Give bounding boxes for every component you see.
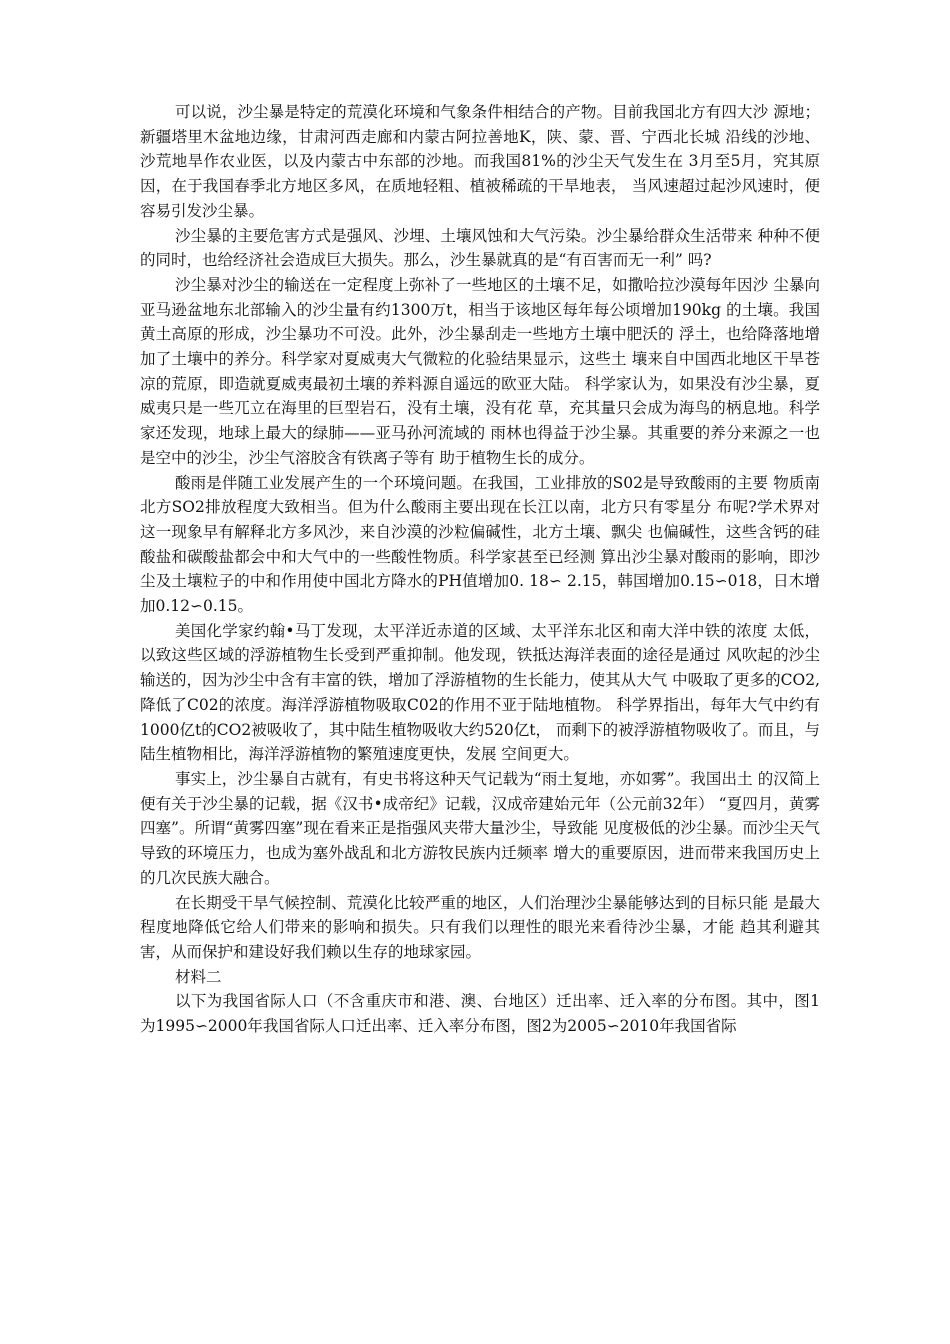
paragraph-dust-storm-origin: 可以说，沙尘暴是特定的荒漠化环境和气象条件相结合的产物。目前我国北方有四大沙 源地；新疆塔里木盆地边缘，甘肃河西走廊和内蒙古阿拉善地K，陕、蒙、晋、宁西北长城 沿线的沙地、沙荒地旱作农业医，以及内蒙古中东部的沙地。而我国81%的沙尘天气发生在 3月至5月，究其原因，在于我国春季北方地区多风，在质地轻粗、植被稀疏的干旱地表， 当风速超过起沙风速时，便容易引发沙尘暴。 [140, 103, 820, 220]
document-page [140, 100, 820, 1039]
paragraph-ocean-iron: 美国化学家约翰•马丁发现，太平洋近赤道的区域、太平洋东北区和南大洋中铁的浓度 太低，以致这些区域的浮游植物生长受到严重抑制。他发现，铁抵达海洋表面的途径是通过 风吹起的沙尘输送的，因为沙尘中含有丰富的铁，增加了浮游植物的生长能力，使其从大气 中吸取了更多的CO2,降低了C02的浓度。海洋浮游植物吸取C02的作用不亚于陆地植物。 科学界指出，每年大气中约有1000亿t的CO2被吸收了，其中陆生植物吸收大约520亿t， 而剩下的被浮游植物吸收了。而且，与陆生植物相比，海洋浮游植物的繁殖速度更快，发展 空间更大。 [140, 621, 820, 764]
paragraph-acid-rain: 酸雨是伴随工业发展产生的一个环境问题。在我国，工业排放的S02是导致酸雨的主要 物质南北方SO2排放程度大致相当。但为什么酸雨主要出现在长江以南，北方只有零星分 布呢?学术界对这一现象早有解释北方多风沙，来自沙漠的沙粒偏碱性，北方土壤、飘尖 也偏碱性，这些含钙的硅酸盐和碳酸盐都会中和大气中的一些酸性物质。科学家甚至已经测 算出沙尘暴对酸雨的影响，即沙尘及土壤粒子的中和作用使中国北方降水的PH值增加0. 18∽ 2.15，韩国增加0.15∽018，日木增加0.12∽0.15。 [140, 473, 820, 616]
paragraph-conclusion: 在长期受干旱气候控制、荒漠化比较严重的地区，人们治理沙尘暴能够达到的目标只能 是最大程度地降低它给人们带来的影响和损失。只有我们以理性的眼光来看待沙尘暴，才能 趋其利避其害，从而保护和建设好我们赖以生存的地球家园。 [140, 893, 820, 961]
paragraph-dust-storm-harm: 沙尘暴的主要危害方式是强风、沙埋、土壤风蚀和大气污染。沙尘暴给群众生活带来 种种不便的同时，也给经济社会造成巨大损失。那么，沙生暴就真的是“有百害而无一利” 吗? [140, 226, 820, 270]
paragraph-history: 事实上，沙尘暴自古就有，有史书将这种天气记载为“雨土复地，亦如雾”。我国出土 的汉简上便有关于沙尘暴的记载，据《汉书•成帝纪》记载，汉成帝建始元年（公元前32年） “夏四月，黄雾四塞”。所谓“黄雾四塞”现在看来正是指强风夹带大量沙尘，导致能 见度极低的沙尘暴。而沙尘天气导致的环境压力，也成为塞外战乱和北方游牧民族内迁频率 增大的重要原因，进而带来我国历史上的几次民族大融合。 [140, 769, 820, 887]
paragraph-soil-benefit: 沙尘暴对沙尘的输送在一定程度上弥补了一些地区的土壤不足，如撒哈拉沙漠每年因沙 尘暴向亚马逊盆地东北部输入的沙尘量有约1300万t，相当于该地区每年每公顷增加190kg 的土壤。我国黄土高原的形成，沙尘暴功不可没。此外，沙尘暴刮走一些地方土壤中肥沃的 浮土，也给降落地增加了土壤中的养分。科学家对夏威夷大气微粒的化验结果显示，这些土 壤来自中国西北地区干旱苍凉的荒原，即造就夏威夷最初土壤的养料源自遥远的欧亚大陆。 科学家认为，如果没有沙尘暴，夏威夷只是一些兀立在海里的巨型岩石，没有土壤，没有花 草，充其量只会成为海鸟的柄息地。科学家还发现，地球上最大的绿肺——亚马孙河流域的 雨林也得益于沙尘暴。其重要的养分来源之一也是空中的沙尘，沙尘气溶胶含有铁离子等有 助于植物生长的成分。 [140, 275, 820, 467]
paragraph-material-two: 以下为我国省际人口（不含重庆市和港、澳、台地区）迁出率、迁入率的分布图。其中，图1为1995∽2000年我国省际人口迁出率、迁入率分布图，图2为2005∽2010年我国省际 [140, 992, 820, 1036]
section-heading: 材料二 [175, 967, 222, 986]
